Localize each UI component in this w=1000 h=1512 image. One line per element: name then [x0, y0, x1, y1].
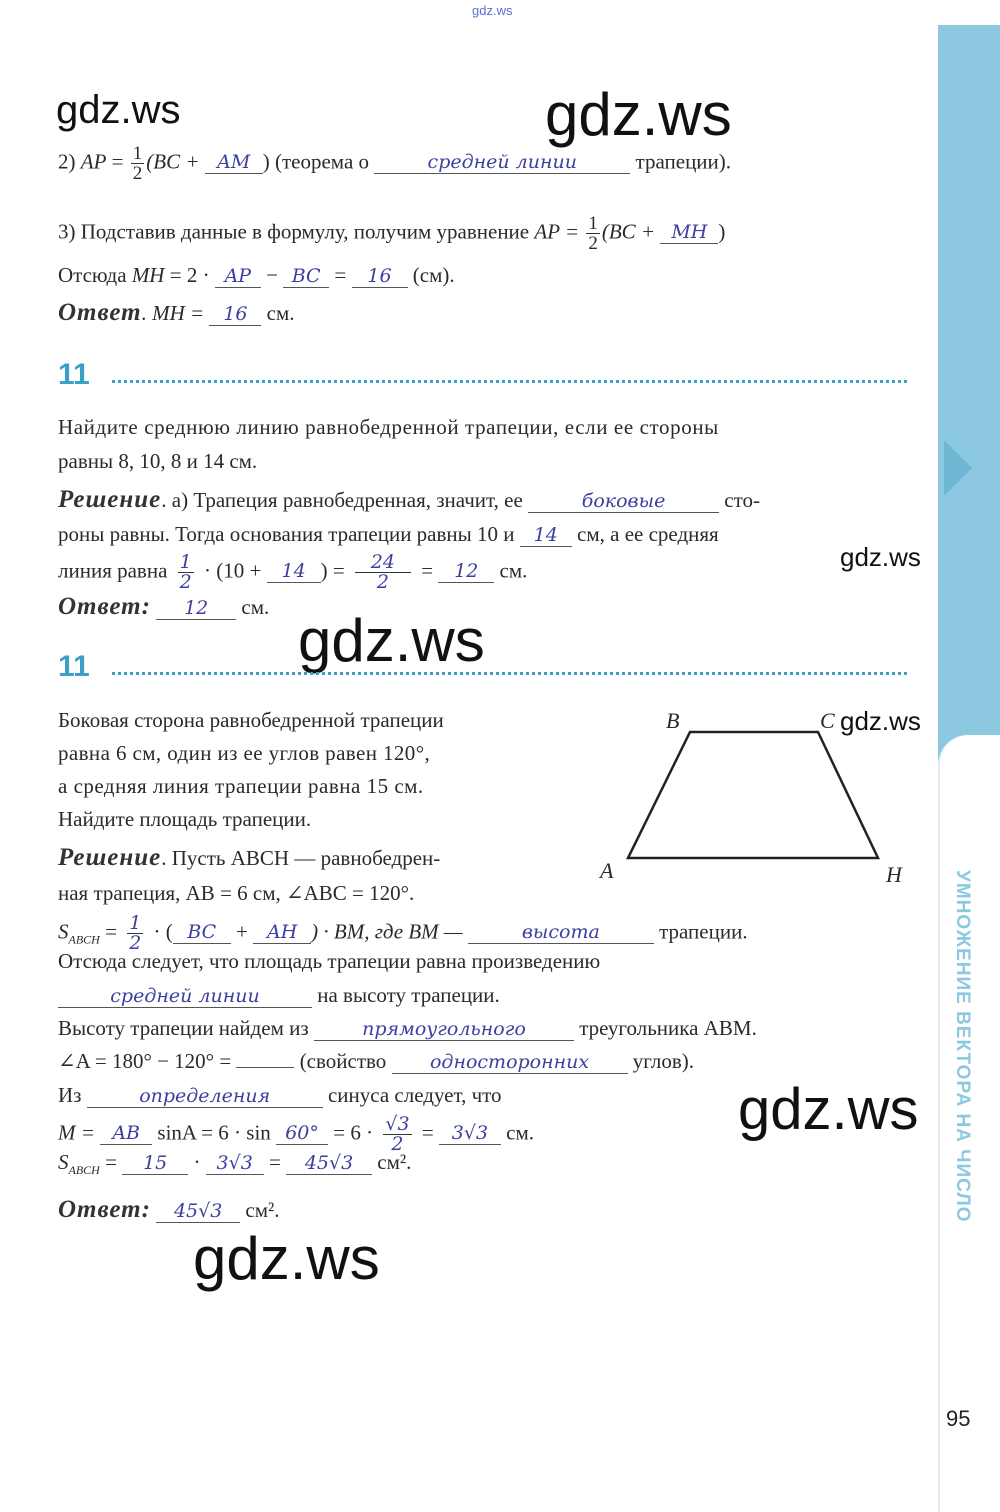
answer-field[interactable]: AP — [215, 265, 261, 288]
vertex-label-a: A — [600, 858, 614, 883]
answer-field[interactable]: прямоугольного — [314, 1018, 574, 1041]
height-formula-line: M = AB sinA = 6 · sin 60° = 6 · $\frac{√3}{2}$ = 3√3 см. — [58, 1113, 535, 1155]
solution-line-1: Решение. а) Трапеция равнобедренная, значит, ее боковые сто- — [58, 486, 761, 513]
answer-line: Ответ. MH = 16 см. — [58, 299, 295, 326]
answer-field[interactable]: 15 — [122, 1152, 188, 1175]
answer-field[interactable]: боковые — [528, 490, 719, 513]
sidebar-arrow — [944, 440, 972, 496]
watermark: gdz.ws — [840, 542, 921, 572]
fraction-half: $\frac{1}{2}$ — [588, 213, 598, 254]
answer-field[interactable]: 12 — [438, 560, 494, 583]
area-formula-line: $S_{ABCH}$ = $\frac{1}{2}$ · ( BC + AH ) · BM, где BM — высота трапеции. — [58, 912, 748, 954]
answer-line: Ответ: 12 см. — [58, 593, 270, 620]
answer-field[interactable]: BC — [173, 921, 231, 944]
solution-line-2: роны равны. Тогда основания трапеции равны 10 и 14 см, а ее средняя — [58, 522, 719, 546]
vertex-label-c: C — [820, 708, 835, 733]
watermark: gdz.ws — [738, 1077, 919, 1142]
task-number: 11 — [58, 358, 90, 391]
answer-field[interactable]: 14 — [267, 560, 321, 583]
answer-field[interactable]: 45√3 — [286, 1152, 372, 1175]
answer-field[interactable]: 14 — [520, 524, 572, 547]
solution-line: Из определения синуса следует, что — [58, 1083, 502, 1107]
fraction-half: $\frac{1}{2}$ — [132, 143, 143, 184]
area-result-line: $S_{ABCH} = 15 \cdot 3√3 = 45√3$ см². — [58, 1150, 412, 1178]
task-text: Боковая сторона равнобедренной трапеции — [58, 708, 444, 732]
answer-field[interactable]: AM — [205, 151, 263, 174]
task-text: Найдите площадь трапеции. — [58, 807, 312, 831]
answer-field[interactable]: MH — [660, 221, 718, 244]
answer-field[interactable]: односторонних — [392, 1051, 628, 1074]
watermark: gdz.ws — [56, 88, 181, 132]
answer-field[interactable]: BC — [283, 265, 329, 288]
answer-field[interactable]: средней линии — [374, 151, 630, 174]
vertex-label-b: B — [666, 708, 680, 733]
task-number: 11 — [58, 650, 90, 683]
answer-field[interactable]: 16 — [209, 303, 261, 326]
task-text: равна 6 см, один из ее углов равен 120°, — [58, 741, 431, 765]
answer-fraction[interactable]: $\frac{24}{2}$ — [352, 553, 414, 592]
answer-fraction[interactable]: $\frac{1}{2}$ — [179, 551, 192, 593]
answer-field[interactable]: 16 — [352, 265, 408, 288]
answer-field[interactable]: 3√3 — [439, 1122, 501, 1145]
answer-field[interactable]: 45√3 — [156, 1200, 240, 1223]
answer-field[interactable]: средней линии — [58, 985, 312, 1008]
answer-fraction[interactable]: $\frac{1}{2}$ — [129, 912, 142, 954]
solution-line-2: ная трапеция, AB = 6 см, ∠ABC = 120°. — [58, 881, 415, 905]
watermark: gdz.ws — [472, 3, 513, 18]
trapezoid-figure — [590, 700, 920, 900]
step-2-line: 2) AP = $\frac{1}{2}$ (BC + AM ) (теорема о средней линии трапеции). — [58, 143, 732, 184]
solution-line: Отсюда следует, что площадь трапеции равна произведению — [58, 949, 601, 973]
step-3-line: 3) Подставив данные в формулу, получим уравнение AP = $\frac{1}{2}$ (BC + MH ) — [58, 213, 726, 254]
solution-line-1: Решение. Пусть ABCH — равнобедрен- — [58, 844, 441, 871]
solution-line: средней линии на высоту трапеции. — [58, 982, 500, 1008]
solution-line: ∠A = 180° − 120° = (свойство односторонних углов). — [58, 1049, 694, 1073]
watermark: gdz.ws — [545, 81, 732, 148]
solution-line: Высоту трапеции найдем из прямоугольного треугольника ABM. — [58, 1016, 757, 1040]
task-divider — [112, 380, 907, 383]
solution-line-3: линия равна $\frac{1}{2}$ · (10 + 14 ) = $\frac{24}{2}$ = 12 см. — [58, 551, 528, 593]
answer-field[interactable]: определения — [87, 1085, 323, 1108]
answer-field[interactable]: 12 — [156, 597, 236, 620]
task-text: а средняя линия трапеции равна 15 см. — [58, 774, 424, 798]
task-text: равны 8, 10, 8 и 14 см. — [58, 449, 258, 473]
chapter-title: УМНОЖЕНИЕ ВЕКТОРА НА ЧИСЛО — [952, 870, 973, 1223]
answer-line: Ответ: 45√3 см². — [58, 1196, 280, 1223]
answer-fraction[interactable]: $\frac{√3}{2}$ — [385, 1113, 410, 1155]
page-number: 95 — [946, 1406, 971, 1431]
answer-field[interactable]: 3√3 — [206, 1152, 264, 1175]
vertex-label-h: H — [886, 862, 902, 887]
answer-field[interactable]: 60° — [276, 1122, 328, 1145]
watermark: gdz.ws — [298, 607, 485, 674]
task-divider — [112, 672, 907, 675]
answer-field[interactable]: AH — [253, 921, 311, 944]
answer-field[interactable]: высота — [468, 921, 654, 944]
watermark: gdz.ws — [193, 1225, 380, 1292]
trapezoid-shape — [628, 732, 878, 858]
task-text: Найдите среднюю линию равнобедренной трапеции, если ее стороны — [58, 415, 719, 439]
answer-field[interactable] — [236, 1067, 294, 1068]
mh-formula-line: Отсюда MH = 2 · AP − BC = 16 (см). — [58, 263, 455, 287]
answer-field[interactable]: AB — [100, 1122, 152, 1145]
watermark: gdz.ws — [840, 706, 921, 736]
